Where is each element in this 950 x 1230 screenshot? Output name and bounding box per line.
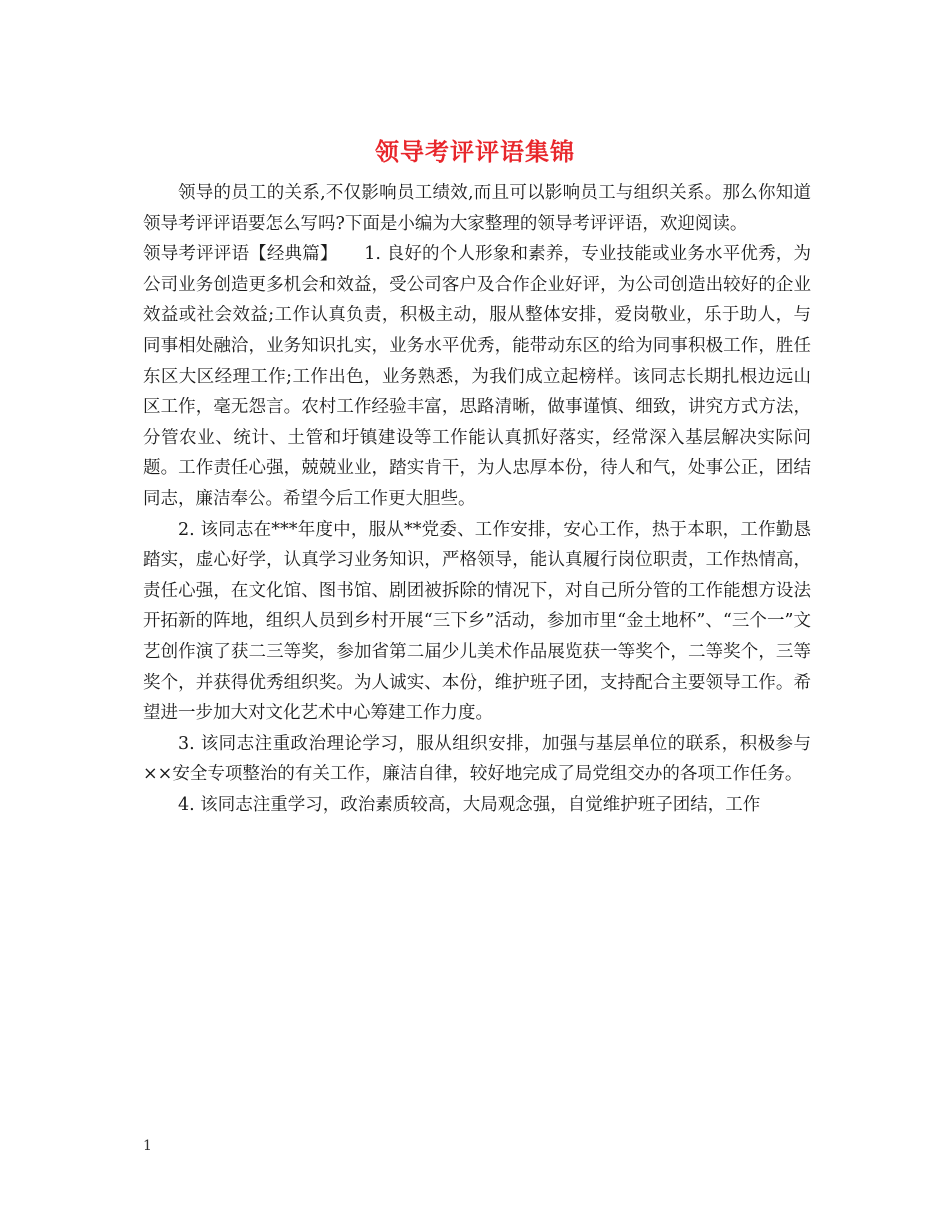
paragraph-3: 3. 该同志注重政治理论学习，服从组织安排，加强与基层单位的联系，积极参与××安全专项整治的有关工作，廉洁自律，较好地完成了局党组交办的各项工作任务。 bbox=[143, 733, 811, 785]
document-body bbox=[143, 178, 811, 820]
paragraph-4: 4. 该同志注重学习，政治素质较高，大局观念强，自觉维护班子团结，工作 bbox=[178, 794, 761, 815]
document-title: 领导考评评语集锦 bbox=[375, 137, 575, 166]
intro-paragraph: 领导的员工的关系,不仅影响员工绩效,而且可以影响员工与组织关系。那么你知道领导考评评语要怎么写吗?下面是小编为大家整理的领导考评评语，欢迎阅读。 bbox=[143, 183, 811, 234]
paragraph-2: 2. 该同志在***年度中，服从**党委、工作安排，安心工作，热于本职，工作勤恳踏实，虚心好学，认真学习业务知识，严格领导，能认真履行岗位职责，工作热情高，责任心强，在文化馆、图书馆、剧团被拆除的情况下，对自己所分管的工作能想方设法开拓新的阵地，组织人员到乡村开展“三下乡”活动，参加市里“金土地杯”、“三个一”文艺创作演了获二三等奖，参加省第二届少儿美术作品展览获一等奖个，二等奖个，三等奖个，并获得优秀组织奖。为人诚实、本份，维护班子团，支持配合主要领导工作。希望进一步加大对文化艺术中心筹建工作力度。 bbox=[143, 519, 811, 724]
page-number: 1 bbox=[143, 1138, 152, 1154]
paragraph-1: 领导考评评语【经典篇】 1. 良好的个人形象和素养，专业技能或业务水平优秀，为公司业务创造更多机会和效益，受公司客户及合作企业好评，为公司创造出较好的企业效益或社会效益;工作认真负责，积极主动，服从整体安排，爱岗敬业，乐于助人，与同事相处融洽，业务知识扎实，业务水平优秀，能带动东区的给为同事积极工作，胜任东区大区经理工作;工作出色，业务熟悉，为我们成立起榜样。该同志长期扎根边远山区工作，毫无怨言。农村工作经验丰富，思路清晰，做事谨慎、细致，讲究方式方法，分管农业、统计、土管和圩镇建设等工作能认真抓好落实，经常深入基层解决实际问题。工作责任心强，兢兢业业，踏实肯干，为人忠厚本份，待人和气，处事公正，团结同志，廉洁奉公。希望今后工作更大胆些。 bbox=[143, 244, 811, 509]
